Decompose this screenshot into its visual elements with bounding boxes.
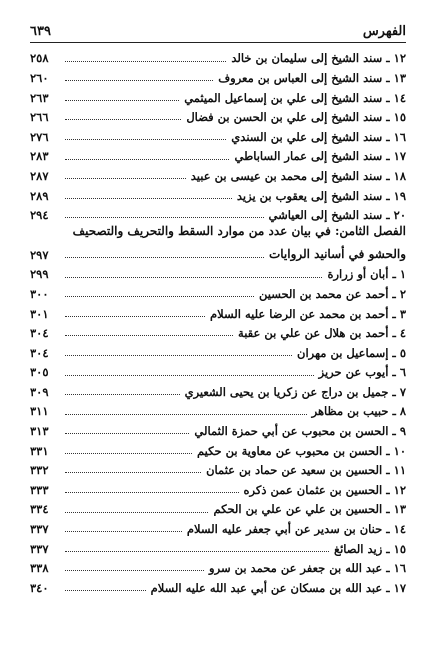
toc-entry-label: ١١ ـ الحسين بن سعيد عن حماد بن عثمان (206, 463, 406, 478)
section-heading: الفصل الثامن: في بيان عدد من موارد السقط والتحريف والتصحيف (72, 224, 406, 239)
dot-leader (65, 433, 189, 434)
toc-entry (30, 380, 406, 400)
dot-leader (65, 590, 146, 591)
toc-entry-page: ٣١١ (30, 404, 49, 419)
toc-entry-page: ٣٣٧ (30, 522, 49, 537)
dot-leader (65, 100, 179, 101)
toc-entry-page: ٢٦٣ (30, 90, 49, 105)
toc-entry-label: ٢٠ ـ سند الشيخ إلى العياشي (268, 208, 406, 223)
toc-entry (30, 575, 406, 595)
dot-leader (65, 355, 292, 356)
toc-group-second (30, 262, 406, 595)
dot-leader (65, 296, 254, 297)
toc-entry-page: ٣٣٤ (30, 502, 49, 517)
toc-entry (30, 183, 406, 203)
toc-entry (30, 203, 406, 223)
toc-entry-page: ٣٣٣ (30, 482, 49, 497)
toc-entry (30, 46, 406, 66)
dot-leader (65, 335, 233, 336)
toc-entry-label: ٧ ـ جميل بن دراج عن زكريا بن يحيى الشعيري (184, 384, 406, 399)
toc-entry-page: ٢٧٦ (30, 129, 49, 144)
toc-entry-label: ١٦ ـ سند الشيخ إلى علي بن السندي (231, 129, 406, 144)
toc-entry (30, 340, 406, 360)
toc-entry (30, 360, 406, 380)
dot-leader (65, 551, 329, 552)
toc-entry (30, 301, 406, 321)
toc-entry-label: ٦ ـ أيوب عن حريز (318, 365, 406, 380)
dot-leader (65, 257, 264, 258)
toc-entry-label: ١٠ ـ الحسن بن محبوب عن معاوية بن حكيم (197, 443, 406, 458)
toc-entry-page: ٢٨٩ (30, 188, 49, 203)
dot-leader (65, 453, 192, 454)
dot-leader (65, 159, 229, 160)
dot-leader (65, 512, 208, 513)
toc-entry (30, 536, 406, 556)
section-page-number: ٢٩٧ (30, 247, 49, 262)
dot-leader (65, 492, 239, 493)
header-page-number: ٦٣٩ (30, 24, 51, 39)
toc-entry-label: ١٧ ـ سند الشيخ إلى عمار الساباطي (234, 149, 406, 164)
toc-entry (30, 497, 406, 517)
dot-leader (65, 119, 181, 120)
table-of-contents (30, 46, 406, 595)
dot-leader (65, 472, 201, 473)
toc-entry-label: ١٢ ـ الحسين بن عثمان عمن ذكره (243, 482, 406, 497)
toc-entry-label: ٢ ـ أحمد عن محمد بن الحسين (258, 286, 406, 301)
dot-leader (65, 139, 226, 140)
toc-entry-page: ٢٩٩ (30, 267, 49, 282)
dot-leader (65, 178, 186, 179)
toc-entry-label: ١٤ ـ حنان بن سدير عن أبي جعفر عليه السلام (186, 522, 406, 537)
toc-entry (30, 477, 406, 497)
toc-entry-label: ١٨ ـ سند الشيخ إلى محمد بن عيسى بن عبيد (190, 168, 406, 183)
dot-leader (65, 61, 226, 62)
toc-entry-page: ٢٩٤ (30, 208, 49, 223)
toc-entry (30, 458, 406, 478)
dot-leader (65, 531, 182, 532)
toc-entry (30, 85, 406, 105)
toc-entry-label: ١٩ ـ سند الشيخ إلى يعقوب بن يزيد (236, 188, 406, 203)
toc-entry-page: ٢٨٧ (30, 168, 49, 183)
dot-leader (65, 198, 232, 199)
toc-entry-label: ١٤ ـ سند الشيخ إلى علي بن إسماعيل الميثمي (184, 90, 406, 105)
toc-entry-label: ٤ ـ أحمد بن هلال عن علي بن عقبة (238, 326, 406, 341)
dot-leader (65, 394, 180, 395)
dot-leader (65, 316, 205, 317)
dot-leader (65, 217, 264, 218)
toc-entry (30, 124, 406, 144)
dot-leader (65, 375, 314, 376)
toc-entry-page: ٣٣٢ (30, 463, 49, 478)
toc-entry-page: ٢٦٠ (30, 70, 49, 85)
toc-entry (30, 144, 406, 164)
toc-entry (30, 517, 406, 537)
toc-entry (30, 399, 406, 419)
toc-entry-label: ١٦ ـ عبد الله بن جعفر عن محمد بن سرو (209, 561, 406, 576)
toc-entry-label: ٥ ـ إسماعيل بن مهران (297, 345, 406, 360)
toc-entry (30, 321, 406, 341)
toc-group-first (30, 46, 406, 222)
toc-entry-label: ١٥ ـ سند الشيخ إلى علي بن الحسن بن فضال (186, 110, 406, 125)
toc-entry-page: ٣٠٤ (30, 326, 49, 341)
toc-entry-label: ٩ ـ الحسن بن محبوب عن أبي حمزة الثمالي (194, 424, 406, 439)
toc-entry (30, 556, 406, 576)
section-heading-continuation: والحشو في أسانيد الروايات (268, 247, 406, 262)
dot-leader (65, 414, 307, 415)
toc-entry-page: ٣٣٨ (30, 561, 49, 576)
toc-entry-page: ٢٨٣ (30, 149, 49, 164)
toc-entry (30, 262, 406, 282)
toc-entry (30, 282, 406, 302)
toc-entry-page: ٣٠٩ (30, 384, 49, 399)
header-title: الفهرس (362, 24, 406, 39)
toc-entry (30, 66, 406, 86)
toc-entry-page: ٣١٣ (30, 424, 49, 439)
toc-entry-label: ١٣ ـ سند الشيخ إلى العباس بن معروف (218, 70, 406, 85)
toc-entry-page: ٣٤٠ (30, 580, 49, 595)
toc-entry-page: ٣٠٠ (30, 286, 49, 301)
section-heading-row (30, 242, 406, 262)
toc-entry-label: ١٢ ـ سند الشيخ إلى سليمان بن خالد (231, 51, 406, 66)
toc-entry-page: ٣٠١ (30, 306, 49, 321)
toc-entry-label: ٨ ـ حبيب بن مظاهر (311, 404, 406, 419)
toc-entry-label: ١٣ ـ الحسين بن علي عن علي بن الحكم (213, 502, 406, 517)
toc-entry-label: ١٥ ـ زيد الصائغ (333, 541, 406, 556)
toc-entry-label: ١ ـ أبان أو زرارة (327, 267, 406, 282)
running-header (30, 20, 406, 43)
dot-leader (65, 80, 213, 81)
toc-entry (30, 164, 406, 184)
toc-entry-page: ٢٦٦ (30, 110, 49, 125)
toc-entry-page: ٣٣٧ (30, 541, 49, 556)
toc-entry-page: ٣٠٤ (30, 345, 49, 360)
toc-entry (30, 419, 406, 439)
toc-entry-page: ٢٥٨ (30, 51, 49, 66)
toc-entry-label: ١٧ ـ عبد الله بن مسكان عن أبي عبد الله عليه السلام (150, 580, 406, 595)
dot-leader (65, 570, 204, 571)
toc-entry-page: ٣٠٥ (30, 365, 49, 380)
dot-leader (65, 277, 322, 278)
toc-entry-label: ٣ ـ أحمد بن محمد عن الرضا عليه السلام (210, 306, 406, 321)
toc-entry (30, 105, 406, 125)
toc-entry (30, 438, 406, 458)
toc-entry-page: ٣٣١ (30, 443, 49, 458)
